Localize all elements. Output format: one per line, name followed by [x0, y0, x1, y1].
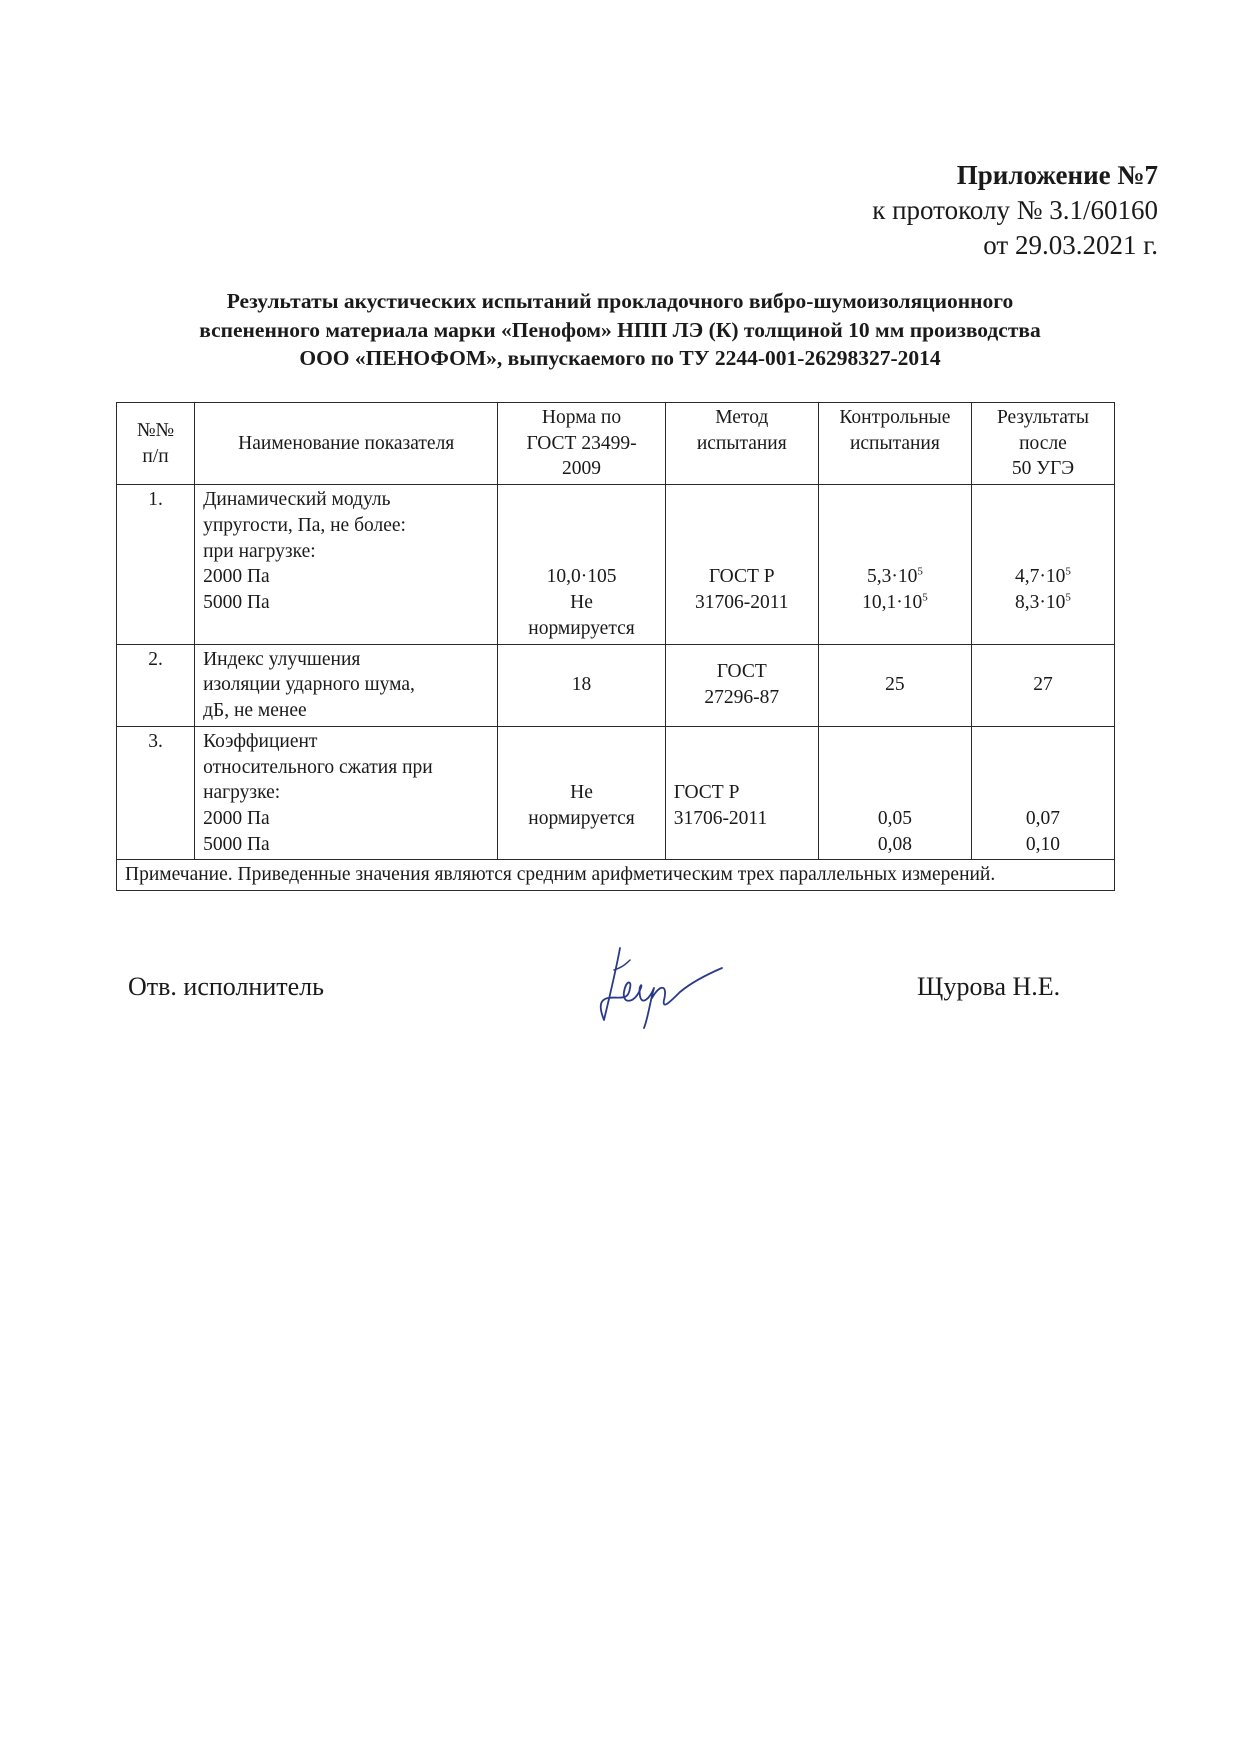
header-text: после	[1019, 432, 1067, 454]
row-number: 1.	[117, 485, 195, 644]
document-title	[118, 287, 1122, 373]
test-method	[665, 485, 818, 644]
cell-line: при нагрузке:	[203, 540, 316, 562]
title-line: ООО «ПЕНОФОМ», выпускаемого по ТУ 2244-001-26298327-2014	[299, 346, 941, 371]
value-base: 4,7·10	[1015, 566, 1066, 588]
cell-line: 5000 Па	[203, 833, 270, 855]
table-note-row	[117, 860, 1115, 891]
results-table	[116, 402, 1115, 891]
cell-line: 2000 Па	[203, 808, 270, 830]
protocol-reference: к протоколу № 3.1/60160	[872, 195, 1158, 226]
title-line: вспененного материала марки «Пенофом» НПП ЛЭ (К) толщиной 10 мм производства	[199, 317, 1041, 342]
test-method	[665, 726, 818, 860]
document-header	[872, 158, 1158, 263]
cell-line: нормируется	[528, 808, 635, 830]
indicator-name	[195, 485, 498, 644]
value-exponent: 5	[1065, 591, 1071, 604]
result-value	[971, 726, 1114, 860]
cell-line: ГОСТ Р	[708, 566, 775, 588]
control-value	[818, 726, 971, 860]
handwritten-signature	[590, 940, 730, 1030]
cell-line: относительного сжатия при	[203, 756, 433, 778]
norm-value: 18	[498, 644, 665, 726]
cell-line: 0,05	[877, 808, 912, 830]
norm-value	[498, 485, 665, 644]
cell-line: изоляции ударного шума,	[203, 674, 415, 696]
table-row	[117, 485, 1115, 644]
indicator-name	[195, 726, 498, 860]
cell-line: 0,08	[877, 833, 912, 855]
title-line: Результаты акустических испытаний прокладочного вибро-шумоизоляционного	[226, 289, 1014, 313]
cell-line: 5000 Па	[203, 592, 270, 614]
value-exponent: 5	[917, 565, 923, 578]
header-text: №№	[136, 419, 175, 441]
value-exponent: 5	[1065, 565, 1071, 578]
cell-line: 0,10	[1025, 833, 1061, 855]
header-method	[665, 403, 818, 485]
value-base: 10,1·10	[862, 592, 923, 614]
cell-line	[980, 590, 1106, 616]
indicator-name	[195, 644, 498, 726]
cell-line: ГОСТ Р	[673, 782, 740, 804]
header-result	[971, 403, 1114, 485]
header-text: ГОСТ 23499-	[526, 432, 637, 454]
header-text: Наименование показателя	[238, 432, 455, 454]
header-text: Норма по	[541, 407, 622, 428]
appendix-number: Приложение №7	[956, 160, 1158, 190]
header-text: Метод	[715, 407, 769, 428]
protocol-date: от 29.03.2021 г.	[983, 230, 1158, 261]
table-note: Примечание. Приведенные значения являются средним арифметическим трех параллельных измерений.	[117, 860, 1115, 891]
cell-line: нормируется	[528, 617, 635, 639]
cell-line	[980, 564, 1106, 590]
header-num	[117, 403, 195, 485]
cell-line: 2000 Па	[203, 566, 270, 588]
value-base: 8,3·10	[1015, 592, 1066, 614]
value-exponent: 5	[922, 591, 928, 604]
header-text: п/п	[142, 445, 169, 467]
cell-line: дБ, не менее	[203, 700, 307, 722]
header-text: испытания	[696, 432, 787, 454]
norm-value	[498, 726, 665, 860]
cell-line: 31706-2011	[673, 808, 768, 830]
cell-line: Не	[570, 782, 593, 804]
cell-line: 27296-87	[704, 687, 780, 709]
value-base: 5,3·10	[866, 566, 918, 588]
cell-line: 0,07	[1025, 808, 1061, 830]
cell-line	[827, 590, 963, 616]
signatory-name: Щурова Н.Е.	[917, 972, 1061, 1001]
cell-line: Не	[570, 592, 593, 614]
cell-line: Динамический модуль	[203, 489, 391, 511]
result-value: 27	[971, 644, 1114, 726]
header-text: 2009	[562, 458, 602, 480]
cell-line: 31706-2011	[694, 592, 789, 614]
header-name	[195, 403, 498, 485]
cell-line: Коэффициент	[203, 730, 318, 752]
table-header-row	[117, 403, 1115, 485]
cell-line	[827, 564, 963, 590]
signatory-label: Отв. исполнитель	[128, 972, 324, 1001]
header-text: испытания	[849, 432, 940, 454]
header-control	[818, 403, 971, 485]
test-method	[665, 644, 818, 726]
header-text: Результаты	[996, 407, 1090, 428]
header-text: 50 УГЭ	[1011, 458, 1075, 480]
cell-line: нагрузке:	[203, 782, 281, 804]
row-number: 3.	[117, 726, 195, 860]
control-value	[818, 485, 971, 644]
cell-line: Индекс улучшения	[203, 648, 361, 670]
row-number: 2.	[117, 644, 195, 726]
cell-line: ГОСТ	[716, 661, 767, 683]
header-norm	[498, 403, 665, 485]
header-text: Контрольные	[839, 407, 951, 428]
table-row	[117, 726, 1115, 860]
control-value: 25	[818, 644, 971, 726]
table-row	[117, 644, 1115, 726]
result-value	[971, 485, 1114, 644]
cell-line: упругости, Па, не более:	[203, 514, 406, 536]
cell-line: 10,0·105	[546, 566, 617, 588]
